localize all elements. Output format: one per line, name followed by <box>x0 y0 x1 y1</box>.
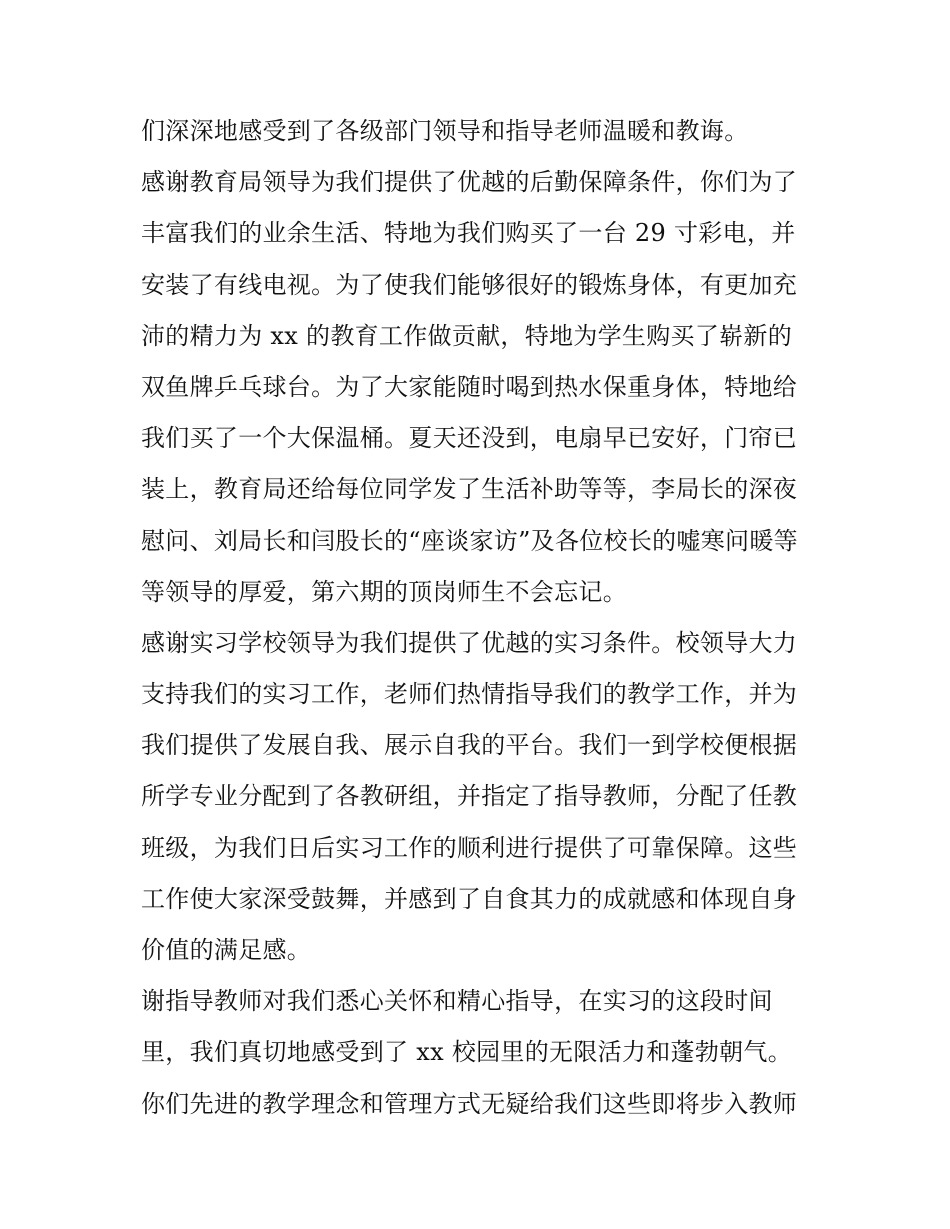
text-line: 双鱼牌乒乓球台。为了大家能随时喝到热水保重身体，特地给 <box>141 372 798 401</box>
text-line: 感谢教育局领导为我们提供了优越的后勤保障条件，你们为了 <box>141 168 798 197</box>
text-line: 班级，为我们日后实习工作的顺利进行提供了可靠保障。这些 <box>141 833 798 862</box>
text-line: 沛的精力为 xx 的教育工作做贡献，特地为学生购买了崭新的 <box>141 321 793 350</box>
text-line: 们深深地感受到了各级部门领导和指导老师温暖和教诲。 <box>141 117 749 145</box>
text-line: 装上，教育局还给每位同学发了生活补助等等，李局长的深夜 <box>141 475 798 504</box>
text-line: 价值的满足感。 <box>141 936 312 964</box>
body-text <box>141 106 821 1130</box>
text-line: 感谢实习学校领导为我们提供了优越的实习条件。校领导大力 <box>141 628 798 657</box>
text-line: 里，我们真切地感受到了 xx 校园里的无限活力和蓬勃朝气。 <box>141 1038 793 1067</box>
text-line: 支持我们的实习工作，老师们热情指导我们的教学工作，并为 <box>141 680 798 709</box>
text-line: 慰问、刘局长和闫股长的“座谈家访”及各位校长的嘘寒问暖等 <box>141 526 798 555</box>
text-line: 丰富我们的业余生活、特地为我们购买了一台 29 寸彩电，并 <box>141 219 796 248</box>
text-line: 谢指导教师对我们悉心关怀和精心指导，在实习的这段时间 <box>141 987 773 1016</box>
text-line: 安装了有线电视。为了使我们能够很好的锻炼身体，有更加充 <box>141 270 798 299</box>
text-line: 等领导的厚爱，第六期的顶岗师生不会忘记。 <box>141 577 627 606</box>
text-line: 工作使大家深受鼓舞，并感到了自食其力的成就感和体现自身 <box>141 884 798 913</box>
text-line: 我们提供了发展自我、展示自我的平台。我们一到学校便根据 <box>141 731 798 760</box>
text-line: 你们先进的教学理念和管理方式无疑给我们这些即将步入教师 <box>141 1089 798 1118</box>
text-line: 所学专业分配到了各教研组，并指定了指导教师，分配了任教 <box>141 782 798 811</box>
text-line: 我们买了一个大保温桶。夏天还没到，电扇早已安好，门帘已 <box>141 424 798 453</box>
